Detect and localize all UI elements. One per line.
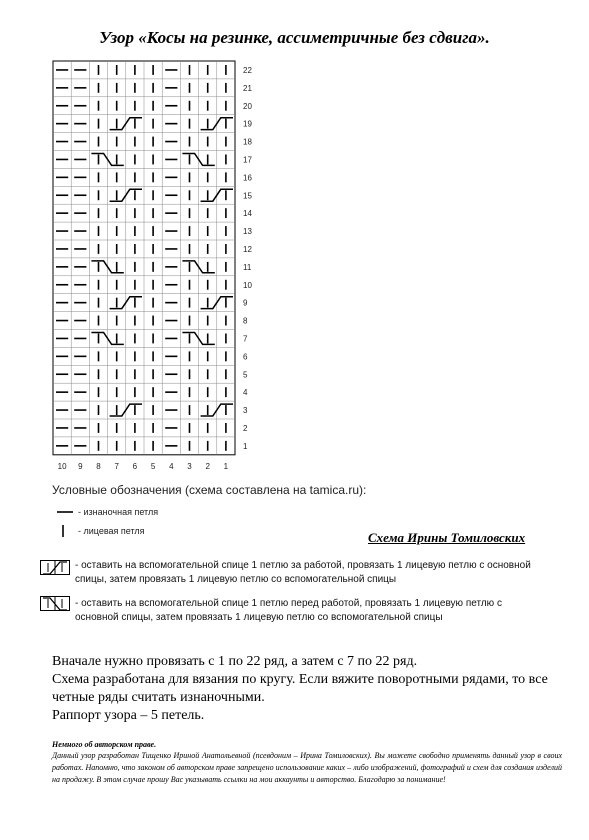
row-number-label: 4 [243, 388, 248, 398]
column-number-label: 4 [169, 461, 174, 470]
copyright-text: Данный узор разработан Тищенко Ириной Анатольевной (псевдоним – Ирина Томиловских). Вы можете свободно применять данный узор в своих работах. Напомню, что законом об авторском праве запрещено использование каких – либо изображений, фотографий и схем для создания изделий на продажу. В этом случае прошу Вас указывать ссылки на мои аккаунты и авторство. Благодарю за понимание! [52, 751, 562, 784]
knitting-chart [50, 58, 270, 470]
right-cross-symbol-icon [40, 560, 70, 575]
row-number-label: 21 [243, 83, 252, 93]
column-number-label: 3 [187, 461, 192, 470]
purl-symbol-icon [55, 507, 75, 517]
column-number-label: 9 [78, 461, 83, 470]
page-title: Узор «Косы на резинке, ассиметричные без сдвига». [99, 28, 490, 47]
row-number-label: 19 [243, 119, 252, 129]
row-number-label: 15 [243, 191, 252, 201]
legend-purl: - изнаночная петля [78, 507, 159, 517]
column-number-label: 7 [114, 461, 119, 470]
row-number-label: 22 [243, 65, 252, 75]
knit-symbol-icon [58, 524, 68, 538]
legend-heading: Условные обозначения (схема составлена на tamica.ru): [52, 483, 367, 497]
column-number-label: 10 [57, 461, 67, 470]
column-number-label: 1 [223, 461, 229, 470]
row-number-label: 7 [243, 334, 248, 344]
copyright-heading: Немного об авторском праве. [52, 740, 157, 749]
row-number-label: 1 [243, 441, 248, 451]
row-number-label: 10 [243, 280, 252, 290]
instruction-line-3: четные ряды считать изнаночными. [52, 690, 265, 705]
row-number-label: 20 [243, 101, 252, 111]
row-number-label: 5 [243, 370, 248, 380]
row-number-label: 16 [243, 173, 252, 183]
legend-left-cross: - оставить на вспомогательной спице 1 петлю перед работой, провязать 1 лицевую петлю с основной спицы, затем провязать 1 лицевую петлю со вспомогательной спицы [75, 598, 502, 623]
instruction-line-2: Схема разработана для вязания по кругу. Если вяжите поворотными рядами, то все [52, 672, 548, 687]
row-number-label: 14 [243, 209, 252, 219]
instruction-line-4: Раппорт узора – 5 петель. [52, 708, 205, 723]
row-number-label: 8 [243, 316, 248, 326]
row-number-label: 9 [243, 298, 248, 308]
row-number-label: 2 [243, 423, 248, 433]
row-number-label: 17 [243, 155, 252, 165]
author-credit: Схема Ирины Томиловских [368, 530, 526, 545]
left-cross-symbol-icon [40, 596, 70, 611]
row-number-label: 13 [243, 227, 252, 237]
legend-right-cross: - оставить на вспомогательной спице 1 петлю за работой, провязать 1 лицевую петлю с основной спицы, затем провязать 1 лицевую петлю со вспомогательной спицы [75, 560, 531, 585]
row-number-label: 18 [243, 137, 252, 147]
column-number-label: 8 [96, 461, 101, 470]
row-number-label: 11 [243, 262, 252, 272]
legend-knit: - лицевая петля [78, 526, 145, 536]
row-number-label: 12 [243, 244, 252, 254]
column-number-label: 5 [150, 461, 156, 470]
row-number-label: 3 [243, 406, 248, 416]
column-number-label: 2 [205, 461, 210, 470]
instruction-line-1: Вначале нужно провязать с 1 по 22 ряд, а затем с 7 по 22 ряд. [52, 654, 418, 669]
column-number-label: 6 [132, 461, 138, 470]
row-number-label: 6 [243, 352, 248, 362]
